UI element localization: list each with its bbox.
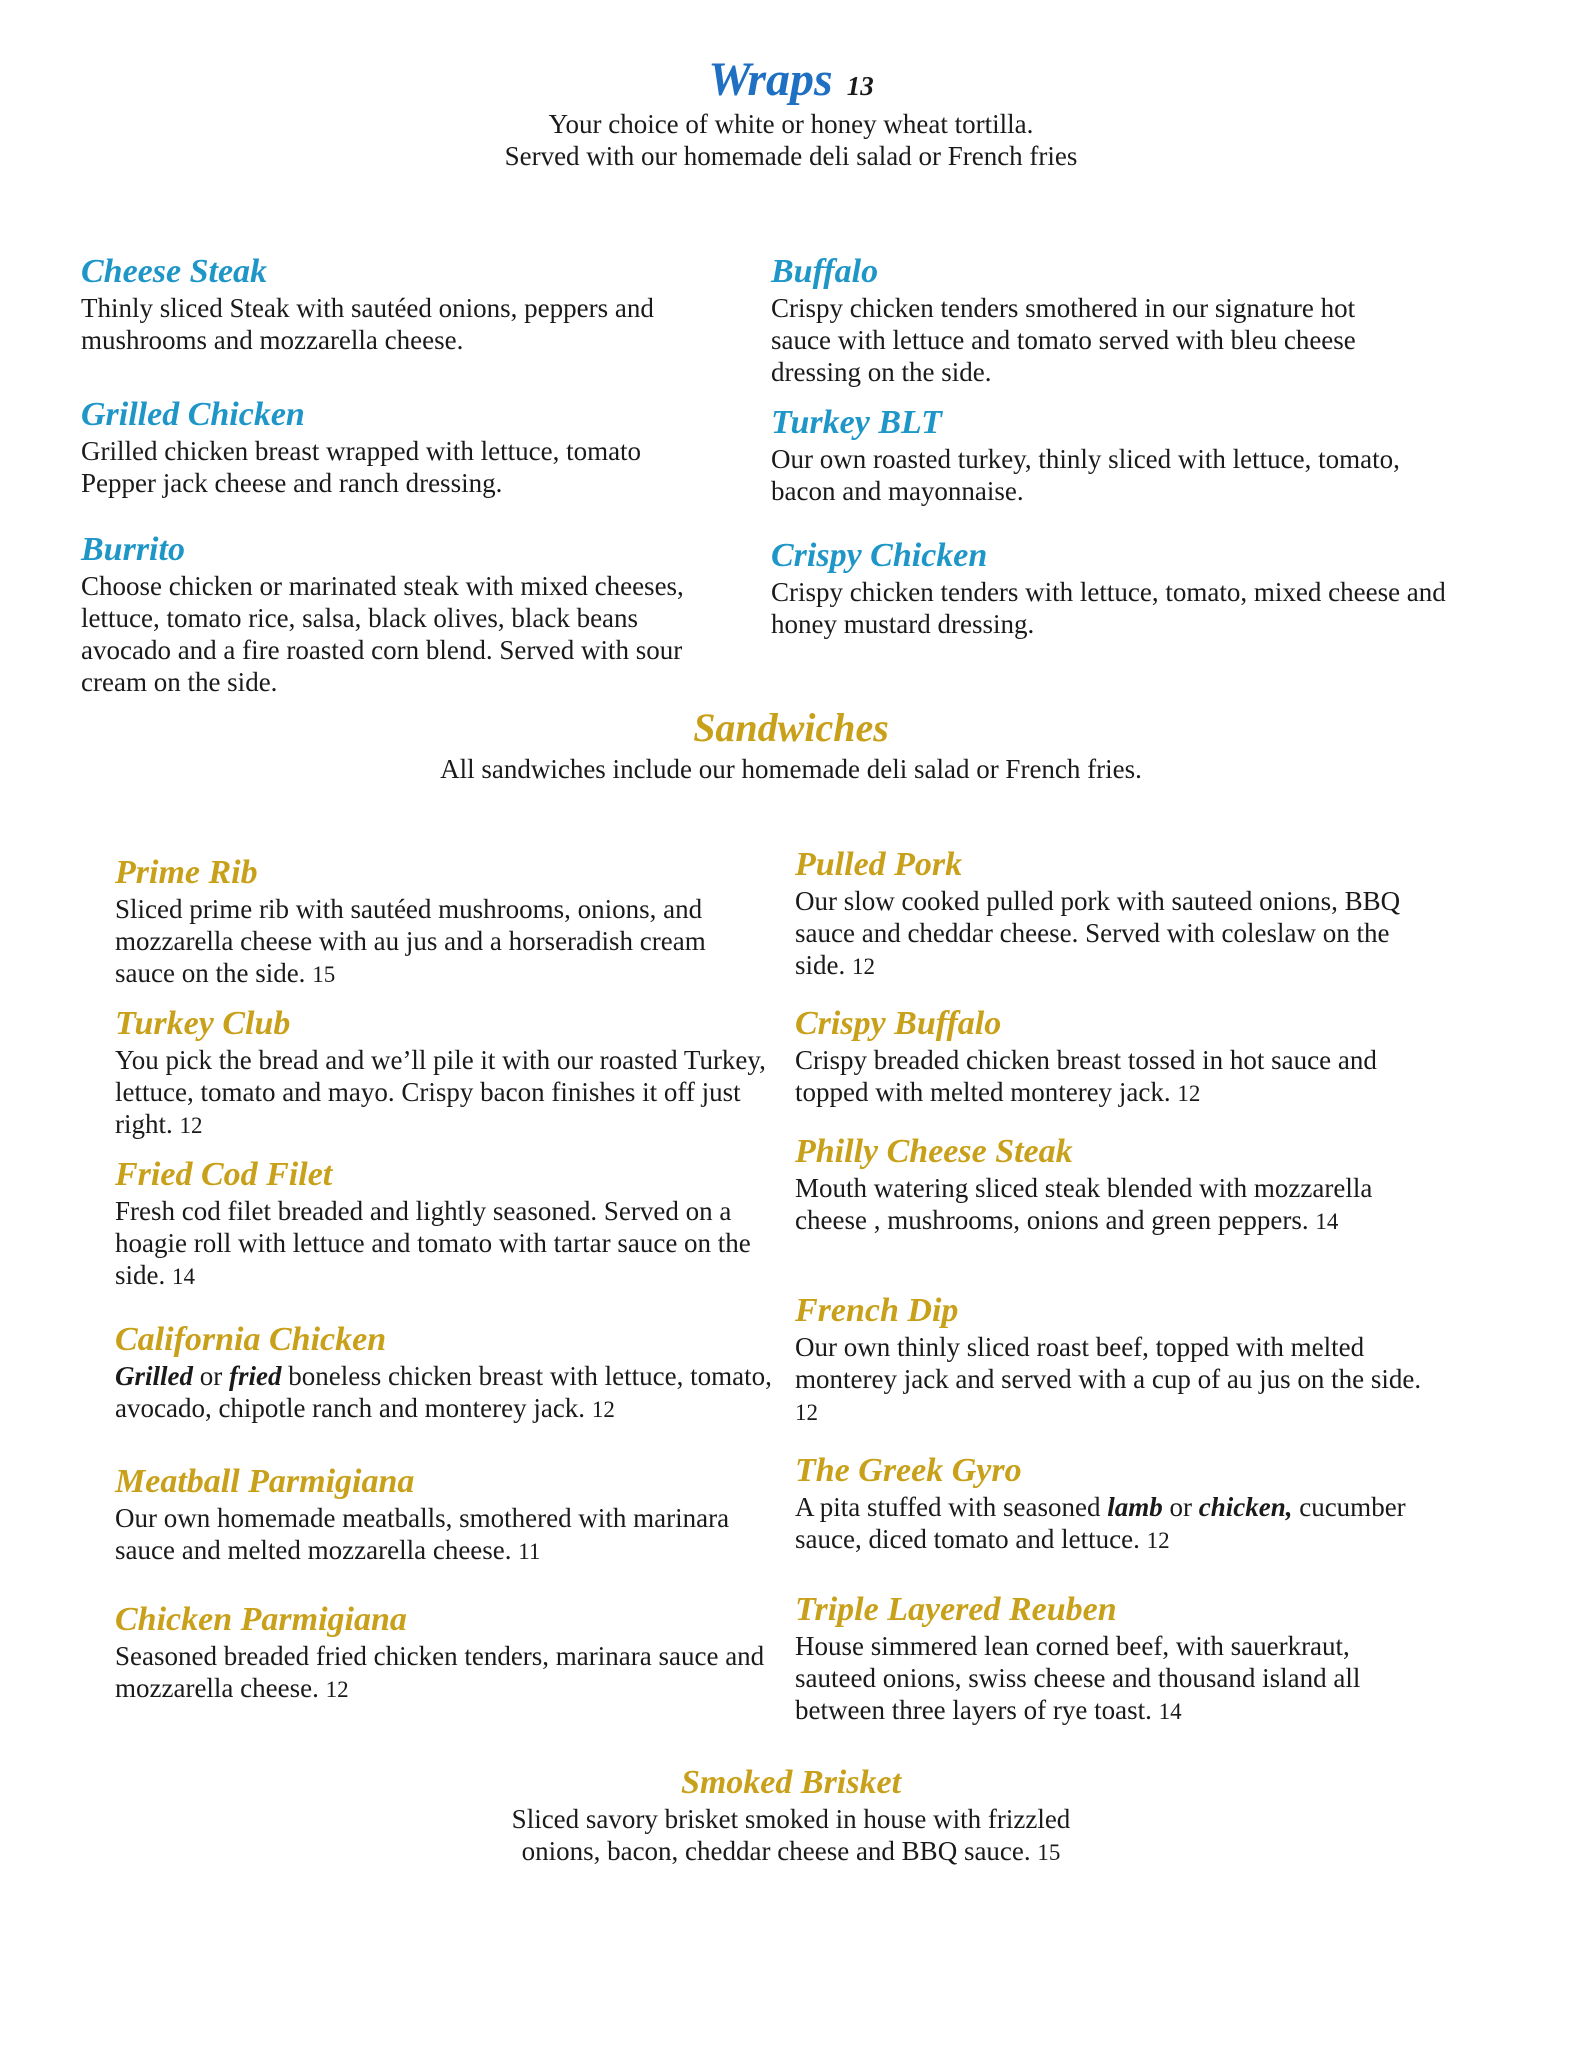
item-desc: Seasoned breaded fried chicken tenders, marinara sauce and mozzarella cheese. 12 [115, 1641, 765, 1703]
item-name: Turkey BLT [771, 404, 942, 441]
sandwich-item [115, 1600, 775, 1706]
item-price: 12 [325, 1677, 349, 1702]
sandwich-item [795, 1132, 1435, 1238]
item-name: French Dip [795, 1292, 959, 1329]
item-desc: Choose chicken or marinated steak with mixed cheeses, lettuce, tomato rice, salsa, black olives, black beans avocado and a fire roasted corn blend. Served with sour cream on the side. [81, 571, 684, 697]
item-name: California Chicken [115, 1321, 387, 1358]
wrap-item [81, 395, 721, 499]
sandwich-item [795, 1004, 1435, 1110]
item-name: Turkey Club [115, 1005, 291, 1042]
wraps-heading [0, 52, 1582, 107]
item-name: Chicken Parmigiana [115, 1601, 407, 1638]
wraps-title: Wraps [708, 53, 833, 106]
sandwich-item [115, 1004, 775, 1142]
wraps-price: 13 [846, 71, 874, 101]
sandwich-item [795, 1451, 1435, 1557]
wrap-item [81, 530, 731, 698]
item-desc: Grilled or fried boneless chicken breast with lettuce, tomato, avocado, chipotle ranch and monterey jack. 12 [115, 1361, 772, 1423]
item-price: 15 [312, 962, 336, 987]
item-desc: Fresh cod filet breaded and lightly seasoned. Served on a hoagie roll with lettuce and tomato with tartar sauce on the side. 14 [115, 1196, 751, 1290]
item-name: Smoked Brisket [680, 1764, 902, 1801]
item-name: Grilled Chicken [81, 396, 305, 433]
sandwich-item [795, 845, 1435, 983]
item-desc: Mouth watering sliced steak blended with mozzarella cheese , mushrooms, onions and green peppers. 14 [795, 1173, 1373, 1235]
wrap-item [771, 403, 1461, 507]
sandwiches-title: Sandwiches [693, 705, 889, 750]
item-desc: Crispy breaded chicken breast tossed in hot sauce and topped with melted monterey jack. 12 [795, 1045, 1377, 1107]
item-price: 12 [1177, 1081, 1201, 1106]
sandwiches-subtitle: All sandwiches include our homemade deli salad or French fries. [440, 754, 1142, 784]
item-desc: Sliced savory brisket smoked in house with frizzled onions, bacon, cheddar cheese and BBQ sauce. 15 [511, 1804, 1071, 1866]
item-price: 11 [518, 1539, 541, 1564]
item-name: Pulled Pork [795, 846, 963, 883]
item-name: The Greek Gyro [795, 1452, 1022, 1489]
wraps-subtitle-1: Your choice of white or honey wheat tortilla. [548, 109, 1034, 139]
sandwich-item [441, 1763, 1141, 1869]
item-desc: Our own roasted turkey, thinly sliced with lettuce, tomato, bacon and mayonnaise. [771, 444, 1400, 506]
item-desc: House simmered lean corned beef, with sauerkraut, sauteed onions, swiss cheese and thousand island all between three layers of rye toast. 14 [795, 1631, 1361, 1725]
item-name: Meatball Parmigiana [115, 1463, 415, 1500]
wraps-subtitle-2: Served with our homemade deli salad or French fries [504, 141, 1078, 171]
wrap-item [771, 252, 1411, 388]
item-price: 12 [852, 954, 875, 979]
item-name: Fried Cod Filet [115, 1156, 333, 1193]
item-name: Burrito [81, 531, 185, 568]
item-price: 15 [1037, 1840, 1061, 1865]
sandwich-item [115, 1462, 735, 1568]
item-desc: Grilled chicken breast wrapped with lettuce, tomato Pepper jack cheese and ranch dressing. [81, 436, 642, 498]
sandwich-item [795, 1590, 1435, 1728]
item-desc: A pita stuffed with seasoned lamb or chicken, cucumber sauce, diced tomato and lettuce. 12 [795, 1492, 1406, 1554]
item-price: 14 [1158, 1699, 1182, 1724]
item-desc: Sliced prime rib with sautéed mushrooms, onions, and mozzarella cheese with au jus and a horseradish cream sauce on the side. 15 [115, 894, 706, 988]
item-desc: Crispy chicken tenders smothered in our signature hot sauce with lettuce and tomato served with bleu cheese dressing on the side. [771, 293, 1356, 387]
item-desc: Crispy chicken tenders with lettuce, tomato, mixed cheese and honey mustard dressing. [771, 577, 1446, 639]
item-desc: You pick the bread and we’ll pile it with our roasted Turkey, lettuce, tomato and mayo. Crispy bacon finishes it off just right. 12 [115, 1045, 766, 1139]
item-desc: Our slow cooked pulled pork with sauteed onions, BBQ sauce and cheddar cheese. Served with coleslaw on the side. 12 [795, 886, 1401, 980]
item-name: Buffalo [771, 253, 879, 290]
item-price: 12 [179, 1113, 203, 1138]
item-price: 12 [795, 1400, 818, 1425]
sandwich-item [115, 853, 765, 991]
sandwich-item [795, 1291, 1435, 1429]
item-name: Crispy Buffalo [795, 1005, 1002, 1042]
item-name: Cheese Steak [81, 253, 268, 290]
sandwich-item [115, 1320, 775, 1426]
item-price: 14 [1315, 1209, 1339, 1234]
item-name: Triple Layered Reuben [795, 1591, 1117, 1628]
wrap-item [81, 252, 741, 356]
item-name: Philly Cheese Steak [795, 1133, 1073, 1170]
item-price: 12 [1146, 1528, 1170, 1553]
item-price: 12 [591, 1397, 615, 1422]
sandwiches-heading [0, 704, 1582, 751]
item-desc: Thinly sliced Steak with sautéed onions, peppers and mushrooms and mozzarella cheese. [81, 293, 654, 355]
sandwich-item [115, 1155, 775, 1293]
item-price: 14 [172, 1264, 195, 1289]
item-name: Prime Rib [115, 854, 258, 891]
wrap-item [771, 536, 1461, 640]
item-desc: Our own homemade meatballs, smothered with marinara sauce and melted mozzarella cheese. 11 [115, 1503, 730, 1565]
item-desc: Our own thinly sliced roast beef, topped with melted monterey jack and served with a cup of au jus on the side. 12 [795, 1332, 1422, 1425]
item-name: Crispy Chicken [771, 537, 988, 574]
